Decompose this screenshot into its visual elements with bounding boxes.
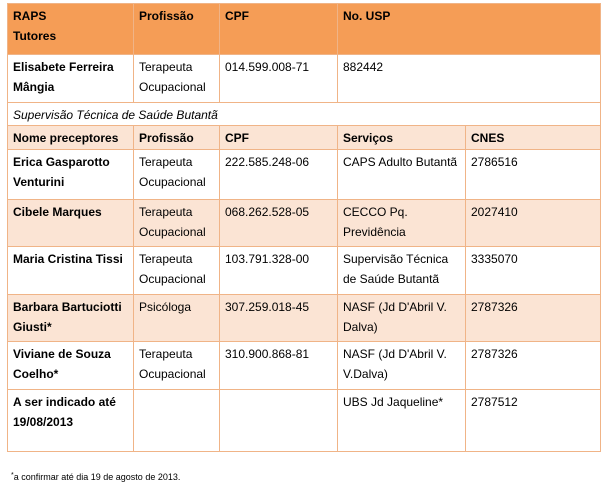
preceptor-cpf: 103.791.328-00: [220, 247, 338, 295]
preceptor-cnes-header: CNES: [466, 126, 601, 150]
preceptor-profession-header: Profissão: [134, 126, 220, 150]
preceptor-service: CECCO Pq. Previdência: [338, 200, 466, 247]
table-row: [8, 150, 601, 200]
preceptor-profession: Terapeuta Ocupacional: [134, 150, 220, 200]
preceptor-cnes: 2786516: [466, 150, 601, 200]
preceptor-profession: [134, 390, 220, 452]
preceptor-name: Viviane de Souza Coelho*: [8, 342, 134, 390]
preceptor-cnes: 2787326: [466, 342, 601, 390]
preceptor-cnes: 2027410: [466, 200, 601, 247]
preceptor-service: NASF (Jd D'Abril V. V.Dalva): [338, 342, 466, 390]
preceptor-service: NASF (Jd D'Abril V. Dalva): [338, 295, 466, 342]
tutores-label: Tutores: [13, 29, 57, 43]
preceptor-cnes: 3335070: [466, 247, 601, 295]
preceptor-profession: Terapeuta Ocupacional: [134, 200, 220, 247]
preceptor-profession: Psicóloga: [134, 295, 220, 342]
raps-header-cell: [8, 4, 134, 55]
tutor-row: [8, 55, 601, 103]
preceptor-name: Cibele Marques: [8, 200, 134, 247]
preceptor-cpf: 068.262.528-05: [220, 200, 338, 247]
table-row: [8, 247, 601, 295]
section-title-row: [8, 103, 601, 126]
preceptor-cnes: 2787512: [466, 390, 601, 452]
preceptor-service: UBS Jd Jaqueline*: [338, 390, 466, 452]
footnote-mark: *: [11, 472, 14, 479]
table-row: [8, 200, 601, 247]
table-row: [8, 295, 601, 342]
tutor-cpf: 014.599.008-71: [220, 55, 338, 103]
usp-header: No. USP: [338, 4, 601, 55]
tutors-header-row: [8, 4, 601, 55]
tutor-profession: Terapeuta Ocupacional: [134, 55, 220, 103]
preceptor-name: Erica Gasparotto Venturini: [8, 150, 134, 200]
table-row: [8, 390, 601, 452]
preceptor-name: Maria Cristina Tissi: [8, 247, 134, 295]
preceptor-cnes: 2787326: [466, 295, 601, 342]
preceptor-profession: Terapeuta Ocupacional: [134, 247, 220, 295]
tutor-usp: 882442: [338, 55, 601, 103]
footnote-text: a confirmar até dia 19 de agosto de 2013.: [13, 472, 181, 482]
table-row: [8, 342, 601, 390]
preceptor-cpf-header: CPF: [220, 126, 338, 150]
preceptor-cpf: [220, 390, 338, 452]
footnote: [11, 470, 180, 483]
preceptor-cpf: 307.259.018-45: [220, 295, 338, 342]
preceptor-service: CAPS Adulto Butantã: [338, 150, 466, 200]
profession-header: Profissão: [134, 4, 220, 55]
cpf-header: CPF: [220, 4, 338, 55]
tutor-name: Elisabete Ferreira Mângia: [8, 55, 134, 103]
preceptor-header-row: [8, 126, 601, 150]
raps-label: RAPS: [13, 9, 47, 23]
section-title: Supervisão Técnica de Saúde Butantã: [8, 103, 601, 126]
preceptor-cpf: 310.900.868-81: [220, 342, 338, 390]
preceptor-cpf: 222.585.248-06: [220, 150, 338, 200]
preceptor-name: Barbara Bartuciotti Giusti*: [8, 295, 134, 342]
preceptor-profession: Terapeuta Ocupacional: [134, 342, 220, 390]
preceptor-name: A ser indicado até 19/08/2013: [8, 390, 134, 452]
raps-table: [7, 3, 601, 452]
preceptor-name-header: Nome preceptores: [8, 126, 134, 150]
preceptor-service: Supervisão Técnica de Saúde Butantã: [338, 247, 466, 295]
preceptor-services-header: Serviços: [338, 126, 466, 150]
